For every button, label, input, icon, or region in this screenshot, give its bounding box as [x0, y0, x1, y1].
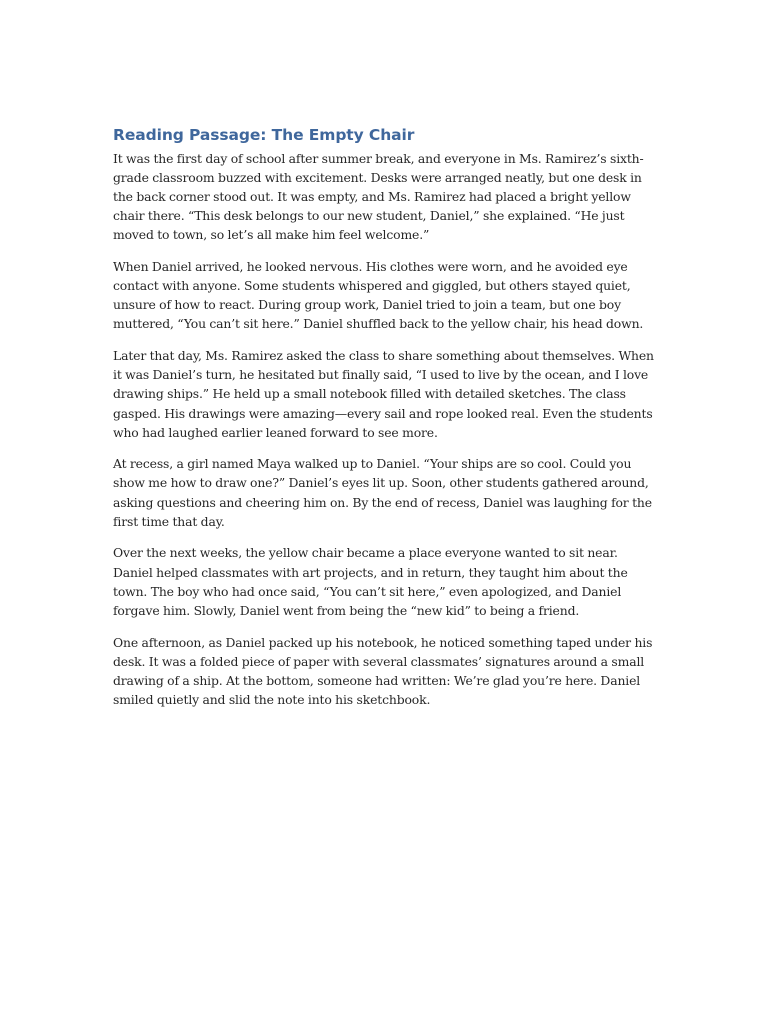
paragraph-1: It was the first day of school after summer break, and everyone in Ms. Ramirez’s sixth-grade classroom buzzed with excitement. Desks were arranged neatly, but one desk in the back corner stood out. It was empty, and Ms. Ramirez had placed a bright yellow chair there. “This desk belongs to our new student, Daniel,” she explained. “He just moved to town, so let’s all make him feel welcome.”	[113, 151, 644, 243]
paragraph-4: At recess, a girl named Maya walked up to Daniel. “Your ships are so cool. Could you show me how to draw one?” Daniel’s eyes lit up. Soon, other students gathered around, asking questions and cheering him on. By the end of recess, Daniel was laughing for the first time that day.	[113, 456, 652, 529]
paragraph-3: Later that day, Ms. Ramirez asked the class to share something about themselves. When it was Daniel’s turn, he hesitated but finally said, “I used to live by the ocean, and I love drawing ships.” He held up a small notebook filled with detailed sketches. The class gasped. His drawings were amazing—every sail and rope looked real. Even the students who had laughed earlier leaned forward to see more.	[113, 348, 654, 440]
paragraph-6: One afternoon, as Daniel packed up his notebook, he noticed something taped under his desk. It was a folded piece of paper with several classmates’ signatures around a small drawing of a ship. At the bottom, someone had written: We’re glad you’re here. Daniel smiled quietly and slid the note into his sketchbook.	[113, 634, 653, 707]
paragraph-5: Over the next weeks, the yellow chair became a place everyone wanted to sit near. Daniel helped classmates with art projects, and in return, they taught him about the town. The boy who had once said, “You can’t sit here,” even apologized, and Daniel forgave him. Slowly, Daniel went from being the “new kid” to being a friend.	[113, 545, 628, 618]
paragraph-2: When Daniel arrived, he looked nervous. His clothes were worn, and he avoided eye contact with anyone. Some students whispered and giggled, but others stayed quiet, unsure of how to react. During group work, Daniel tried to join a team, but one boy muttered, “You can’t sit here.” Daniel shuffled back to the yellow chair, his head down.	[113, 259, 644, 332]
page-title: Reading Passage: The Empty Chair	[113, 126, 415, 144]
document-body	[113, 124, 658, 722]
